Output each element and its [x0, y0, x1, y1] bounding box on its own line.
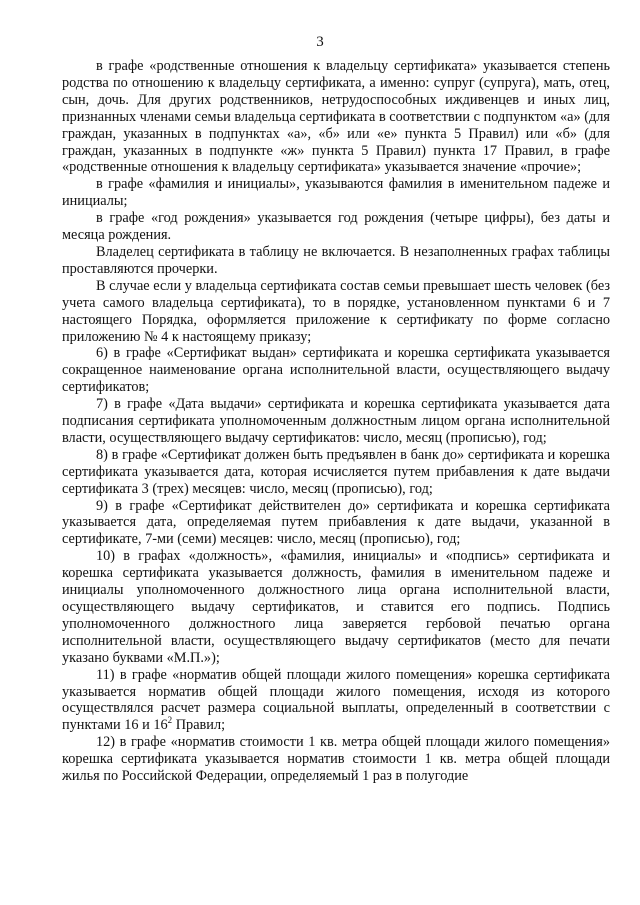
- paragraph-item-6: 6) в графе «Сертификат выдан» сертификата и корешка сертификата указывается сокращенное наименование органа исполнительной власти, осуществляющего выдачу сертификатов;: [62, 345, 610, 396]
- paragraph-family-exceeds: В случае если у владельца сертификата состав семьи превышает шесть человек (без учета самого владельца сертификата), то в порядке, установленном пунктами 6 и 7 настоящего Порядка, оформляется приложение к сертификату по форме согласно приложению № 4 к настоящему приказу;: [62, 277, 610, 345]
- paragraph-item-10: 10) в графах «должность», «фамилия, инициалы» и «подпись» сертификата и корешка сертификата указывается должность, фамилия в именительном падеже и инициалы уполномоченного должностного лица органа исполнительной власти, осуществляющего выдачу сертификатов, и ставится его подпись. Подпись уполномоченного должностного лица заверяется гербовой печатью органа исполнительной власти, осуществляющего выдачу сертификатов (место для печати указано буквами «М.П.»);: [62, 548, 610, 666]
- item-11-superscript: 2: [167, 715, 173, 726]
- paragraph-owner-excluded: Владелец сертификата в таблицу не включается. В незаполненных графах таблицы проставляются прочерки.: [62, 243, 610, 277]
- item-11-text: 11) в графе «норматив общей площади жилого помещения» корешка сертификата указывается норматив общей площади жилого помещения, исходя из которого осуществлялся расчет размера социальной выплаты, определенный в соответствии с пунктами 16 и 16: [62, 666, 610, 734]
- paragraph-item-12: 12) в графе «норматив стоимости 1 кв. метра общей площади жилого помещения» корешка сертификата указывается норматив стоимости 1 кв. метра общей площади жилья по Российской Федерации, определяемый 1 раз в полугодие: [62, 734, 610, 785]
- paragraph-item-9: 9) в графе «Сертификат действителен до» сертификата и корешка сертификата указывается дата, определяемая путем прибавления к дате выдачи, указанной в сертификате, 7-ми (семи) месяцев: число, месяц (прописью), год;: [62, 497, 610, 548]
- paragraph-relationship: в графе «родственные отношения к владельцу сертификата» указывается степень родства по отношению к владельцу сертификата, а именно: супруг (супруга), мать, отец, сын, дочь. Для других родственников, нетрудоспособных иждивенцев и иных лиц, признанных членами семьи владельца сертификата в соответствии с подпунктом «а» (для граждан, указанных в подпунктах «а», «б» или «е» пункта 5 Правил) или «б» (для граждан, указанных в подпункте «ж» пункта 5 Правил) пункта 17 Правил, в графе «родственные отношения к владельцу сертификата» указывается значение «прочие»;: [62, 58, 610, 176]
- paragraph-item-8: 8) в графе «Сертификат должен быть предъявлен в банк до» сертификата и корешка сертификата указывается дата, которая исчисляется путем прибавления к дате выдачи сертификата 3 (трех) месяцев: число, месяц (прописью), год;: [62, 446, 610, 497]
- item-11-tail: Правил;: [172, 717, 226, 734]
- page-number: 3: [316, 34, 324, 50]
- paragraph-item-11: [62, 667, 610, 735]
- paragraph-surname: в графе «фамилия и инициалы», указываются фамилия в именительном падеже и инициалы;: [62, 176, 610, 210]
- paragraph-item-7: 7) в графе «Дата выдачи» сертификата и корешка сертификата указывается дата подписания сертификата уполномоченным должностным лицом органа исполнительной власти, осуществляющего выдачу сертификатов: число, месяц (прописью), год;: [62, 396, 610, 446]
- paragraph-birth-year: в графе «год рождения» указывается год рождения (четыре цифры), без даты и месяца рождения.: [62, 210, 610, 244]
- document-body: [62, 58, 610, 785]
